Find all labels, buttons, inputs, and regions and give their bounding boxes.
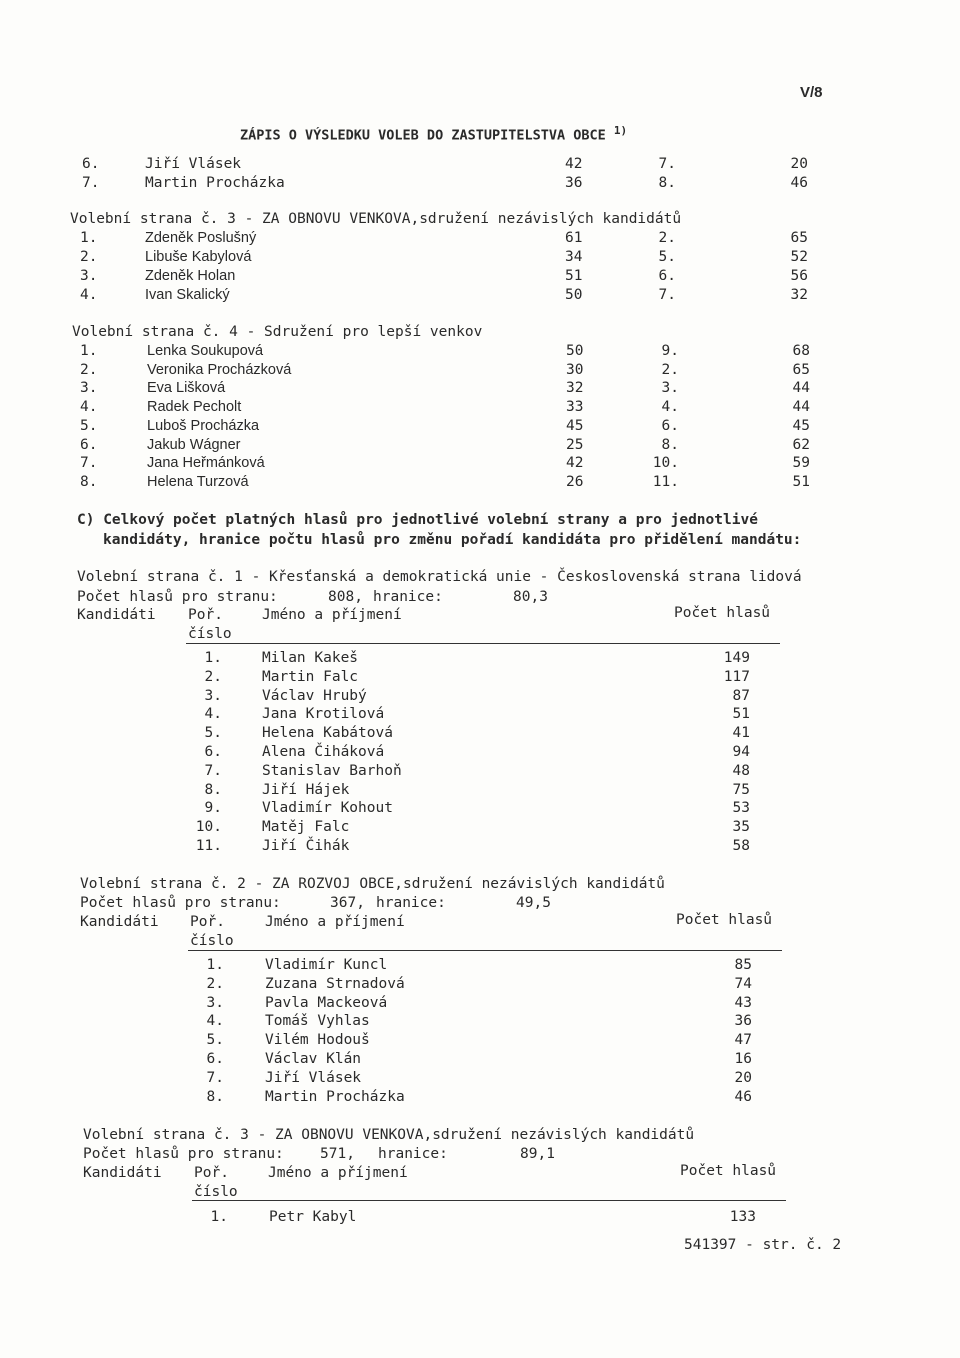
candidate-votes: 149 <box>723 650 750 666</box>
candidate-name: Helena Kabátová <box>262 725 393 741</box>
candidate-order: 4. <box>661 399 679 415</box>
candidate-name: Eva Lišková <box>147 380 226 396</box>
candidate-order: 3. <box>204 688 222 704</box>
candidate-name: Lenka Soukupová <box>147 343 264 359</box>
candidate-votes: 41 <box>732 725 750 741</box>
party1-kandidati-header: Kandidáti <box>77 607 156 623</box>
party2-heading: Volební strana č. 2 - ZA ROZVOJ OBCE,sdružení nezávislých kandidátů <box>80 876 665 892</box>
candidate-order: 6. <box>206 1051 224 1067</box>
candidate-name: Jiří Vlásek <box>145 156 242 172</box>
candidate-percent: 45 <box>792 418 810 434</box>
party1-name-header: Jméno a příjmení <box>262 607 402 623</box>
candidate-name: Zuzana Strnadová <box>265 976 405 992</box>
row-index: 4. <box>80 399 98 415</box>
party1-votes-header: Počet hlasů <box>674 605 771 621</box>
candidate-order: 2. <box>206 976 224 992</box>
party3-divider <box>192 1200 786 1201</box>
party2-votes-header: Počet hlasů <box>676 912 773 928</box>
page-footer-ref: 541397 - str. č. 2 <box>684 1237 842 1253</box>
candidate-order: 2. <box>658 230 676 246</box>
party2-votes: 367, <box>330 895 365 911</box>
candidate-name: Martin Falc <box>262 669 359 685</box>
candidate-order: 8. <box>204 782 222 798</box>
row-index: 2. <box>80 362 98 378</box>
row-index: 5. <box>80 418 98 434</box>
candidate-votes: 30 <box>566 362 584 378</box>
candidate-order: 8. <box>206 1089 224 1105</box>
candidate-votes: 25 <box>566 437 584 453</box>
candidate-votes: 34 <box>565 249 583 265</box>
party3-prev-heading: Volební strana č. 3 - ZA OBNOVU VENKOVA,sdružení nezávislých kandidátů <box>70 211 682 227</box>
candidate-order: 6. <box>204 744 222 760</box>
candidate-percent: 65 <box>792 362 810 378</box>
candidate-percent: 32 <box>790 287 808 303</box>
party1-limit-label: hranice: <box>373 589 443 605</box>
candidate-name: Zdeněk Holan <box>145 268 236 284</box>
candidate-name: Alena Čiháková <box>262 744 385 760</box>
candidate-order: 7. <box>206 1070 224 1086</box>
candidate-order: 7. <box>204 763 222 779</box>
candidate-order: 8. <box>661 437 679 453</box>
candidate-name: Václav Hrubý <box>262 688 367 704</box>
candidate-votes: 61 <box>565 230 583 246</box>
candidate-order: 4. <box>204 706 222 722</box>
row-index: 6. <box>82 156 100 172</box>
candidate-votes: 50 <box>566 343 584 359</box>
candidate-order: 5. <box>658 249 676 265</box>
candidate-votes: 45 <box>566 418 584 434</box>
candidate-name: Jiří Čihák <box>262 838 350 854</box>
party2-name-header: Jméno a příjmení <box>265 914 405 930</box>
candidate-votes: 51 <box>732 706 750 722</box>
candidate-percent: 44 <box>792 380 810 396</box>
candidate-votes: 35 <box>732 819 750 835</box>
candidate-name: Tomáš Vyhlas <box>265 1013 370 1029</box>
candidate-order: 11. <box>195 838 222 854</box>
candidate-votes: 85 <box>734 957 752 973</box>
candidate-name: Stanislav Barhoň <box>262 763 402 779</box>
candidate-votes: 94 <box>732 744 750 760</box>
candidate-order: 1. <box>206 957 224 973</box>
candidate-name: Ivan Skalický <box>145 287 230 303</box>
row-index: 1. <box>80 230 98 246</box>
party1-divider <box>186 643 780 644</box>
candidate-votes: 58 <box>732 838 750 854</box>
candidate-order: 7. <box>658 287 676 303</box>
candidate-name: Helena Turzová <box>147 474 249 490</box>
section-c-line1: C) Celkový počet platných hlasů pro jednotlivé volební strany a pro jednotlivé <box>77 512 758 528</box>
party3-heading: Volební strana č. 3 - ZA OBNOVU VENKOVA,sdružení nezávislých kandidátů <box>83 1127 695 1143</box>
candidate-order: 7. <box>658 156 676 172</box>
candidate-order: 3. <box>661 380 679 396</box>
candidate-name: Vladimír Kohout <box>262 800 393 816</box>
candidate-name: Martin Procházka <box>265 1089 405 1105</box>
row-index: 3. <box>80 268 98 284</box>
party3-limit-label: hranice: <box>378 1146 448 1162</box>
section-c-line2: kandidáty, hranice počtu hlasů pro změnu pořadí kandidáta pro přidělení mandátu: <box>103 532 802 548</box>
party2-limit-label: hranice: <box>376 895 446 911</box>
candidate-order: 3. <box>206 995 224 1011</box>
party2-kandidati-header: Kandidáti <box>80 914 159 930</box>
candidate-votes: 20 <box>734 1070 752 1086</box>
candidate-percent: 20 <box>790 156 808 172</box>
party1-cislo-header: číslo <box>188 626 232 642</box>
candidate-percent: 46 <box>790 175 808 191</box>
candidate-order: 9. <box>204 800 222 816</box>
party2-por-header: Poř. <box>190 914 225 930</box>
candidate-votes: 36 <box>734 1013 752 1029</box>
candidate-name: Martin Procházka <box>145 175 285 191</box>
candidate-votes: 33 <box>566 399 584 415</box>
party4-prev-heading: Volební strana č. 4 - Sdružení pro lepší venkov <box>72 324 483 340</box>
candidate-votes: 50 <box>565 287 583 303</box>
candidate-votes: 26 <box>566 474 584 490</box>
party3-kandidati-header: Kandidáti <box>83 1165 162 1181</box>
party1-heading: Volební strana č. 1 - Křesťanská a demokratická unie - Československá strana lidová <box>77 569 802 585</box>
candidate-order: 5. <box>206 1032 224 1048</box>
candidate-votes: 87 <box>732 688 750 704</box>
party3-limit: 89,1 <box>520 1146 555 1162</box>
candidate-name: Radek Pecholt <box>147 399 242 415</box>
row-index: 2. <box>80 249 98 265</box>
candidate-name: Zdeněk Poslušný <box>145 230 257 246</box>
candidate-name: Milan Kakeš <box>262 650 359 666</box>
document-title: ZÁPIS O VÝSLEDKU VOLEB DO ZASTUPITELSTVA OBCE $^{1)}$ <box>240 124 628 144</box>
party1-limit: 80,3 <box>513 589 548 605</box>
row-index: 1. <box>80 343 98 359</box>
candidate-percent: 62 <box>792 437 810 453</box>
party2-limit: 49,5 <box>516 895 551 911</box>
party3-name-header: Jméno a příjmení <box>268 1165 408 1181</box>
candidate-name: Vilém Hodouš <box>265 1032 370 1048</box>
candidate-name: Luboš Procházka <box>147 418 260 434</box>
candidate-order: 2. <box>661 362 679 378</box>
candidate-percent: 65 <box>790 230 808 246</box>
candidate-votes: 75 <box>732 782 750 798</box>
row-index: 8. <box>80 474 98 490</box>
row-index: 4. <box>80 287 98 303</box>
candidate-votes: 32 <box>566 380 584 396</box>
party1-votes-label: Počet hlasů pro stranu: <box>77 589 278 605</box>
candidate-order: 5. <box>204 725 222 741</box>
candidate-order: 6. <box>661 418 679 434</box>
candidate-name: Matěj Falc <box>262 819 350 835</box>
candidate-order: 11. <box>652 474 679 490</box>
candidate-votes: 42 <box>566 455 584 471</box>
candidate-name: Pavla Mackeová <box>265 995 388 1011</box>
party2-divider <box>188 950 782 951</box>
party3-votes: 571, <box>320 1146 355 1162</box>
page-code: V/8 <box>800 84 823 101</box>
candidate-name: Libuše Kabylová <box>145 249 252 265</box>
candidate-percent: 56 <box>790 268 808 284</box>
candidate-percent: 44 <box>792 399 810 415</box>
candidate-votes: 46 <box>734 1089 752 1105</box>
candidate-order: 1. <box>204 650 222 666</box>
candidate-votes: 16 <box>734 1051 752 1067</box>
candidate-percent: 51 <box>792 474 810 490</box>
candidate-order: 1. <box>210 1209 228 1225</box>
candidate-votes: 36 <box>565 175 583 191</box>
candidate-votes: 42 <box>565 156 583 172</box>
candidate-votes: 133 <box>729 1209 756 1225</box>
candidate-percent: 52 <box>790 249 808 265</box>
candidate-order: 4. <box>206 1013 224 1029</box>
candidate-name: Petr Kabyl <box>269 1209 357 1225</box>
candidate-name: Veronika Procházková <box>147 362 292 378</box>
candidate-votes: 43 <box>734 995 752 1011</box>
candidate-votes: 48 <box>732 763 750 779</box>
row-index: 6. <box>80 437 98 453</box>
candidate-name: Jiří Hájek <box>262 782 350 798</box>
candidate-order: 10. <box>195 819 222 835</box>
candidate-name: Vladimír Kuncl <box>265 957 388 973</box>
row-index: 7. <box>82 175 100 191</box>
party2-votes-label: Počet hlasů pro stranu: <box>80 895 281 911</box>
candidate-votes: 51 <box>565 268 583 284</box>
party1-votes: 808, <box>328 589 363 605</box>
party3-por-header: Poř. <box>194 1165 229 1181</box>
party3-votes-label: Počet hlasů pro stranu: <box>83 1146 284 1162</box>
candidate-name: Jiří Vlásek <box>265 1070 362 1086</box>
candidate-percent: 59 <box>792 455 810 471</box>
party3-cislo-header: číslo <box>194 1184 238 1200</box>
candidate-name: Jana Heřmánková <box>147 455 265 471</box>
candidate-order: 10. <box>652 455 679 471</box>
candidate-order: 8. <box>658 175 676 191</box>
candidate-order: 2. <box>204 669 222 685</box>
candidate-percent: 68 <box>792 343 810 359</box>
candidate-name: Václav Klán <box>265 1051 362 1067</box>
candidate-votes: 47 <box>734 1032 752 1048</box>
candidate-order: 6. <box>658 268 676 284</box>
party1-por-header: Poř. <box>188 607 223 623</box>
row-index: 3. <box>80 380 98 396</box>
candidate-votes: 117 <box>723 669 750 685</box>
row-index: 7. <box>80 455 98 471</box>
candidate-votes: 74 <box>734 976 752 992</box>
candidate-name: Jana Krotilová <box>262 706 385 722</box>
candidate-order: 9. <box>661 343 679 359</box>
party3-votes-header: Počet hlasů <box>680 1163 777 1179</box>
party2-cislo-header: číslo <box>190 933 234 949</box>
candidate-votes: 53 <box>732 800 750 816</box>
candidate-name: Jakub Wágner <box>147 437 241 453</box>
